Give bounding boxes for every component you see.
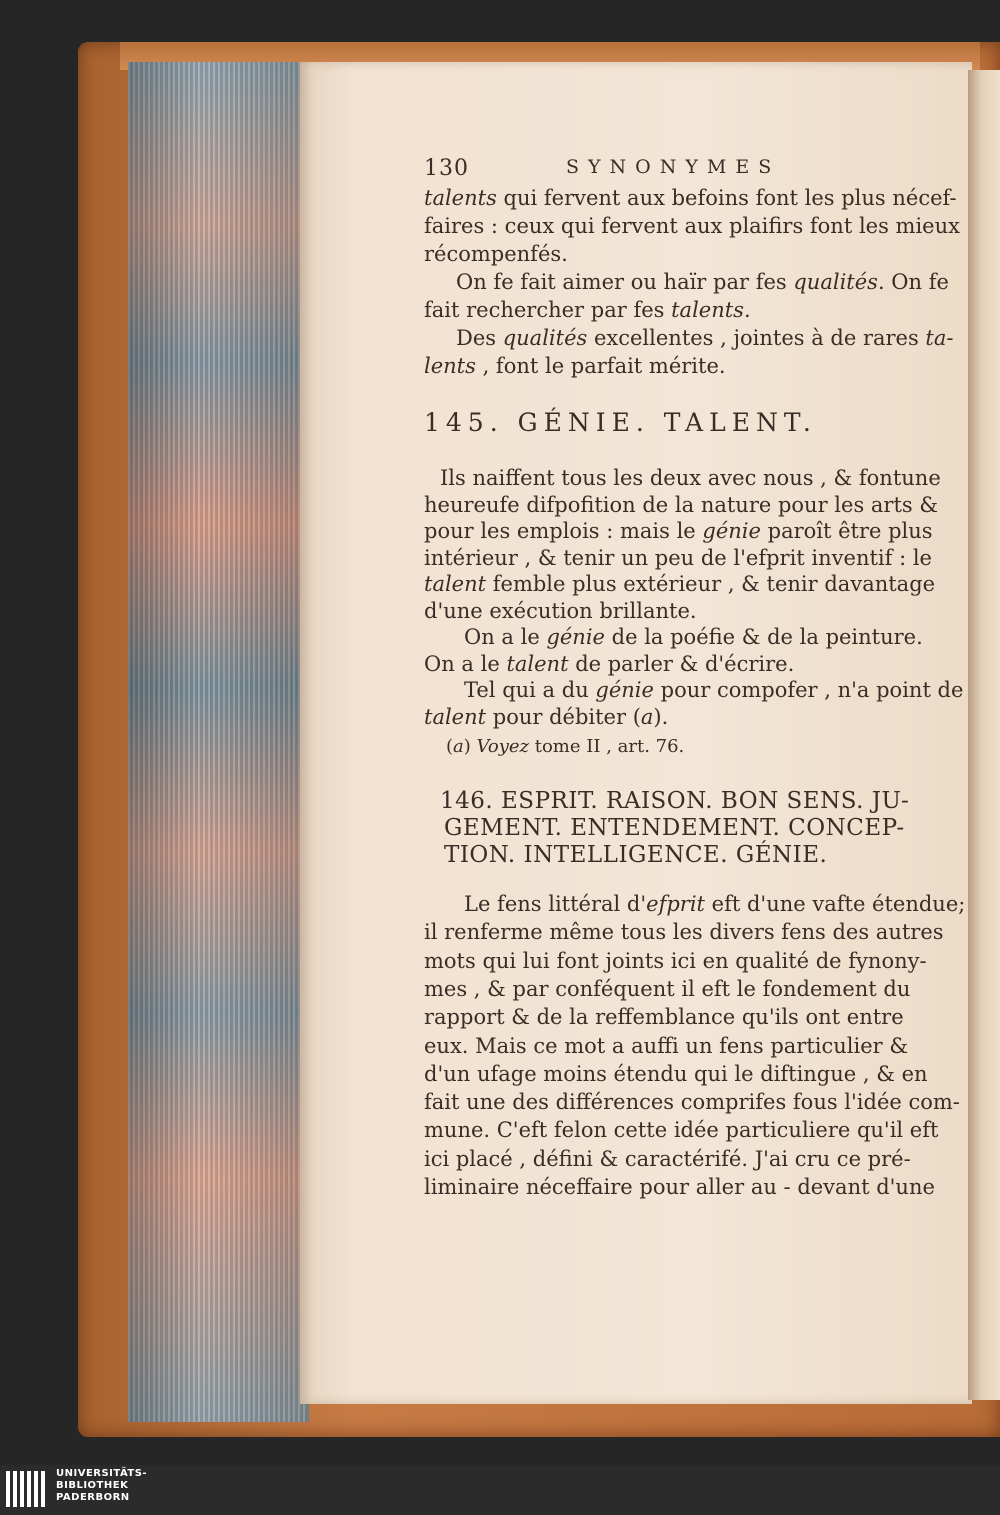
section-146-heading-line: GEMENT. ENTENDEMENT. CONCEP- bbox=[444, 815, 905, 841]
library-footer bbox=[0, 1465, 1000, 1515]
section-145-line: pour les emplois : mais le génie paroît être plus bbox=[424, 519, 933, 543]
section-146-line: mots qui lui font joints ici en qualité de fynony- bbox=[424, 948, 927, 973]
text-line: récompenfés. bbox=[424, 242, 568, 266]
section-145-line: d'une exécution brillante. bbox=[424, 598, 697, 623]
logo-line-2: BIBLIOTHEK bbox=[56, 1480, 129, 1491]
page-edges-shade bbox=[128, 62, 308, 1422]
section-146-heading-line: 146. ESPRIT. RAISON. BON SENS. JU- bbox=[440, 788, 910, 814]
section-146-line: Le fens littéral d'efprit eft d'une vafte étendue; bbox=[464, 892, 966, 916]
section-145-line: On a le talent de parler & d'écrire. bbox=[424, 651, 795, 676]
section-145-line: intérieur , & tenir un peu de l'efprit inventif : le bbox=[424, 545, 932, 570]
library-logo-text bbox=[56, 1468, 147, 1504]
text-line: Des qualités excellentes , jointes à de rares ta- bbox=[456, 326, 954, 350]
section-145-line: talent femble plus extérieur , & tenir davantage bbox=[424, 572, 936, 596]
book-page bbox=[300, 62, 972, 1404]
section-145-line: heureufe difpofition de la nature pour les arts & bbox=[424, 492, 939, 517]
section-145-line: Ils naiffent tous les deux avec nous , & fontune bbox=[440, 466, 941, 490]
section-146-line: rapport & de la reffemblance qu'ils ont entre bbox=[424, 1005, 904, 1030]
section-146-line: il renferme même tous les divers fens des autres bbox=[424, 920, 944, 945]
footnote: (a) Voyez tome II , art. 76. bbox=[446, 736, 685, 757]
page-number: 130 bbox=[424, 156, 469, 181]
section-146-line: liminaire néceffaire pour aller au - devant d'une bbox=[424, 1175, 935, 1199]
logo-line-1: UNIVERSITÄTS- bbox=[56, 1468, 148, 1479]
library-logo-icon bbox=[6, 1471, 50, 1509]
section-145-line: talent pour débiter (a). bbox=[424, 704, 669, 729]
section-146-line: fait une des différences comprifes fous l'idée com- bbox=[424, 1090, 960, 1115]
section-146-line: mune. C'eft felon cette idée particuliere qu'il eft bbox=[424, 1118, 939, 1143]
text-line: fait rechercher par fes talents. bbox=[424, 298, 751, 322]
section-146-line: eux. Mais ce mot a auffi un fens particulier & bbox=[424, 1033, 909, 1058]
section-145-line: Tel qui a du génie pour compofer , n'a point de bbox=[464, 678, 964, 702]
logo-line-3: PADERBORN bbox=[56, 1492, 130, 1503]
running-title: SYNONYMES bbox=[566, 156, 781, 178]
section-146-line: mes , & par conféquent il eft le fondement du bbox=[424, 976, 911, 1001]
section-146-line: d'un ufage moins étendu qui le diftingue , & en bbox=[424, 1061, 928, 1086]
text-line: talents qui fervent aux befoins font les plus nécef- bbox=[424, 186, 957, 210]
section-146-heading-line: TION. INTELLIGENCE. GÉNIE. bbox=[444, 842, 828, 868]
text-line: faires : ceux qui fervent aux plaifirs font les mieux bbox=[424, 214, 960, 238]
section-145-line: On a le génie de la poéfie & de la peinture. bbox=[464, 625, 923, 649]
section-145-heading: 145. GÉNIE. TALENT. bbox=[424, 408, 817, 437]
text-line: lents , font le parfait mérite. bbox=[424, 354, 726, 378]
section-146-line: ici placé , défini & caractérifé. J'ai cru ce pré- bbox=[424, 1146, 911, 1171]
text-line: On fe fait aimer ou haïr par fes qualités. On fe bbox=[456, 270, 949, 294]
facing-page-edge bbox=[968, 70, 1000, 1400]
